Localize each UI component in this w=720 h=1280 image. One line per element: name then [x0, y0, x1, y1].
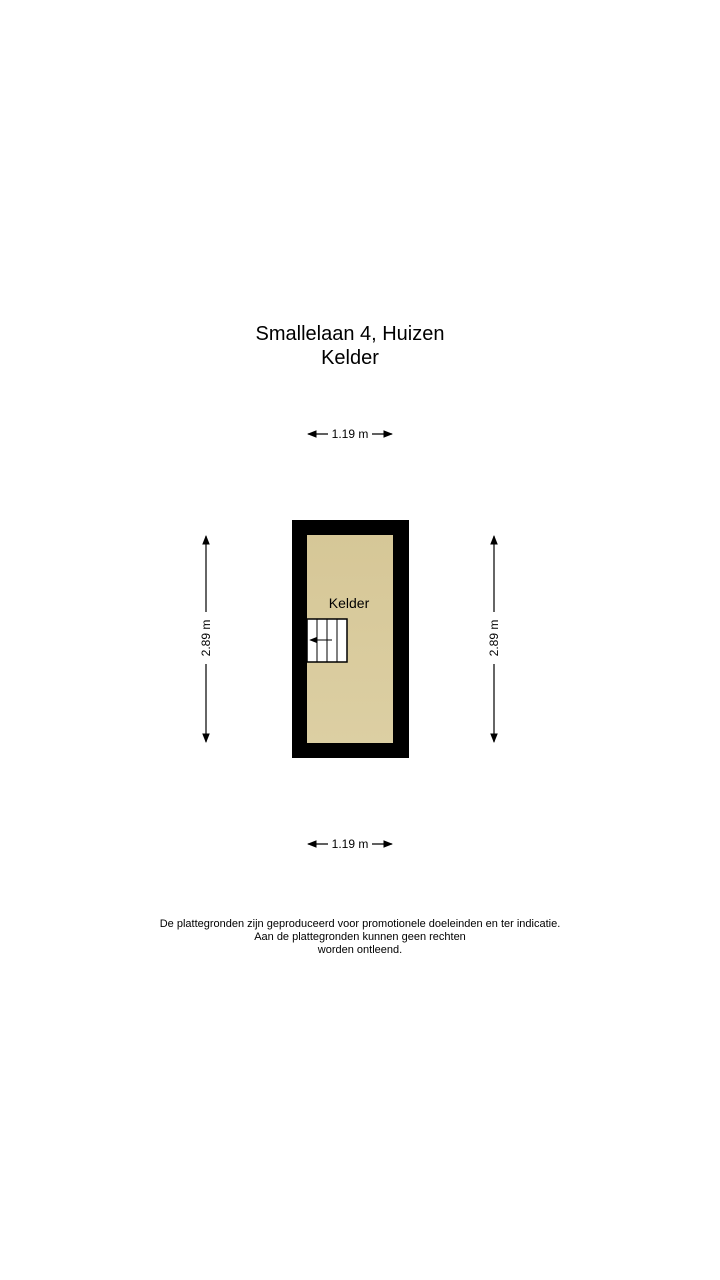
dimension-bottom [308, 837, 392, 851]
floor-title: Kelder [321, 347, 379, 369]
dimension-top-label: 1.19 m [331, 427, 369, 441]
staircase [307, 619, 347, 662]
dimension-bottom-label: 1.19 m [331, 837, 369, 851]
room-label: Kelder [328, 595, 370, 611]
dimension-top [308, 427, 392, 441]
dimension-left [199, 536, 213, 742]
dimension-right [487, 536, 501, 742]
dimension-right-label: 2.89 m [487, 619, 501, 657]
disclaimer-line-2: Aan de plattegronden kunnen geen rechten [254, 931, 466, 943]
disclaimer-line-3: worden ontleend. [317, 944, 403, 956]
disclaimer [0, 918, 720, 957]
dimension-left-label: 2.89 m [199, 619, 213, 657]
address-title: Smallelaan 4, Huizen [255, 323, 445, 345]
disclaimer-line-1: De plattegronden zijn geproduceerd voor promotionele doeleinden en ter indicatie. [159, 918, 561, 930]
